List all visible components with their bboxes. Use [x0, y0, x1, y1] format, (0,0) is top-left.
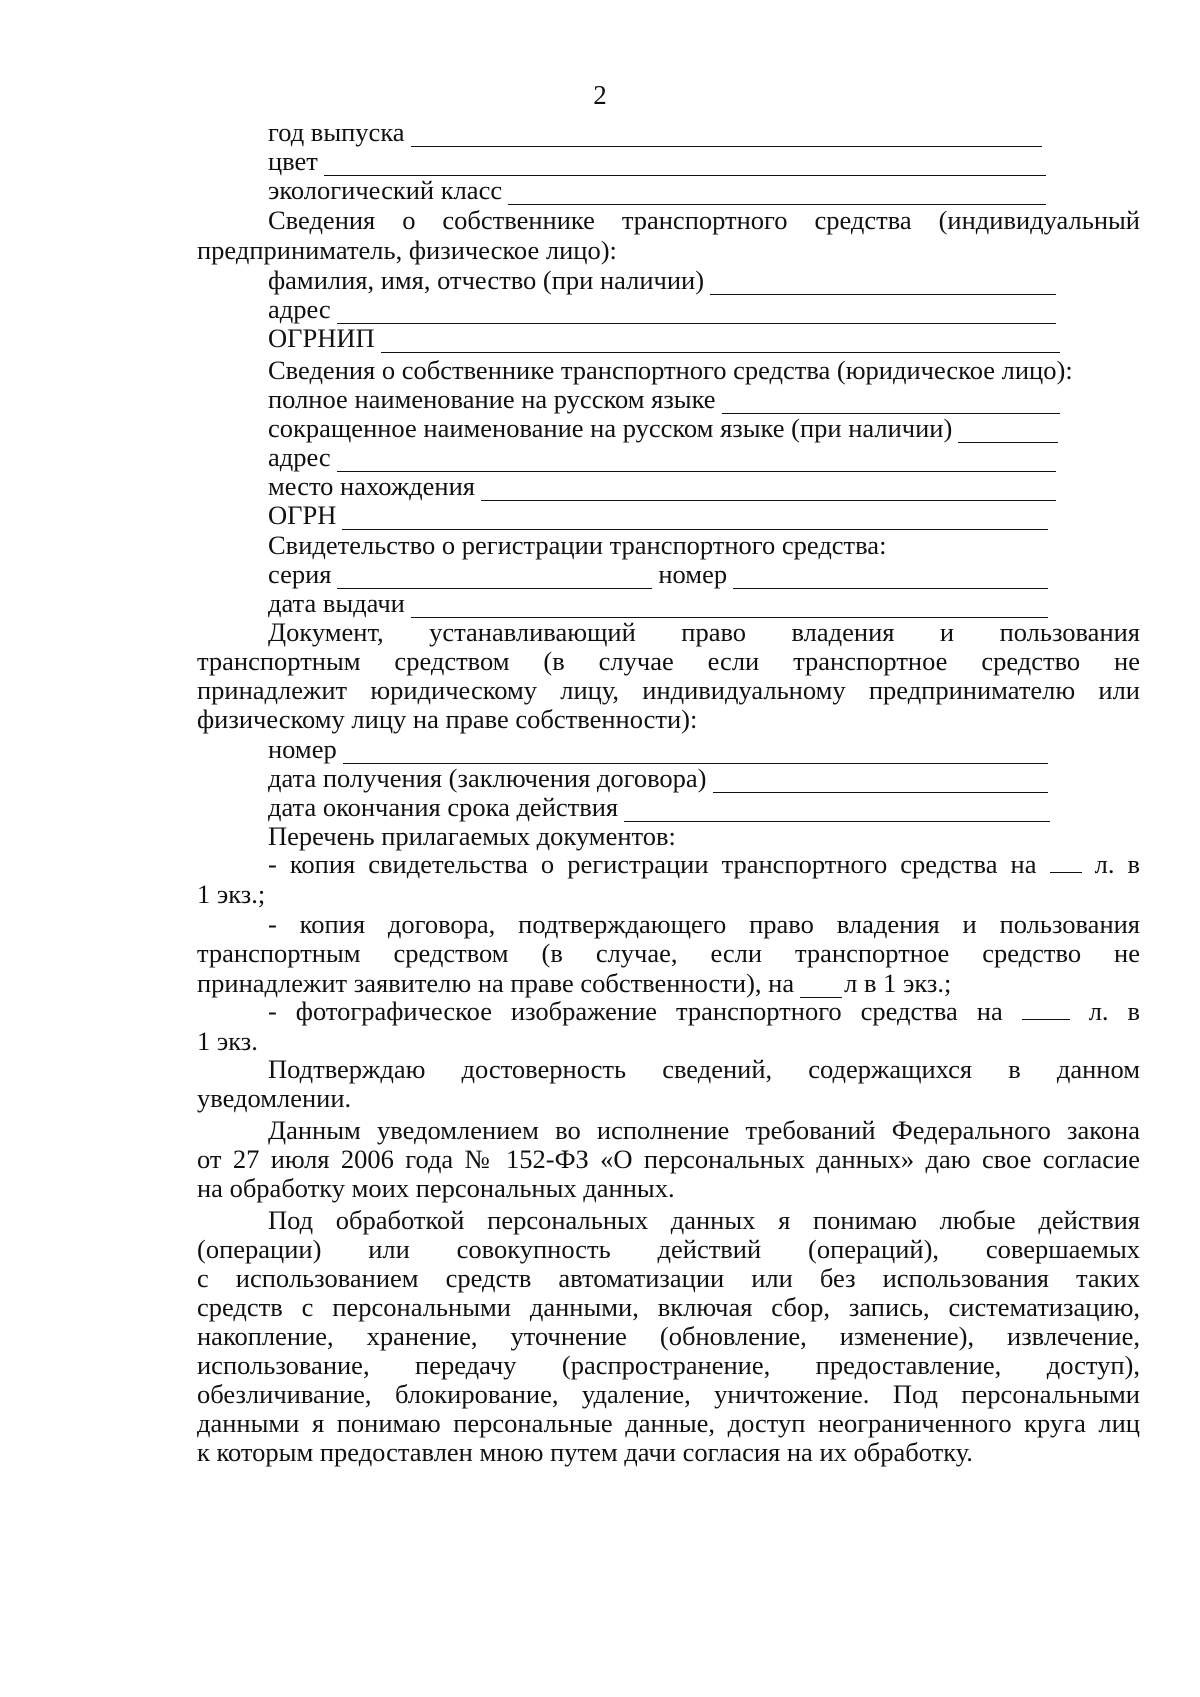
field-label: экологический класс	[268, 175, 503, 205]
field-label: место нахождения	[268, 471, 475, 501]
attachment-item-1-cont: 1 экз.;	[197, 879, 266, 909]
field-blank	[324, 151, 1046, 176]
confirmation-text: Подтверждаю достоверность сведений, содержащихся в данном	[268, 1054, 1140, 1084]
consent-text-cont: на обработку моих персональных данных.	[197, 1173, 675, 1203]
field-ogrnip	[268, 322, 1060, 353]
field-label: полное наименование на русском языке	[268, 384, 716, 414]
field-year	[268, 116, 1042, 147]
ownership-heading-cont: физическому лицу на праве собственности):	[197, 704, 698, 734]
field-blank	[343, 739, 1048, 764]
attachment-item-2-cont: принадлежит заявителю на праве собственности), на л в 1 экз.;	[197, 968, 952, 998]
ownership-heading-cont: принадлежит юридическому лицу, индивидуальному предпринимателю или	[197, 675, 1140, 705]
owner-individual-heading-cont: предприниматель, физическое лицо):	[197, 235, 617, 265]
processing-text-cont: к которым предоставлен мною путем дачи согласия на их обработку.	[197, 1437, 973, 1467]
ownership-heading: Документ, устанавливающий право владения и пользования	[268, 617, 1140, 647]
consent-text: Данным уведомлением во исполнение требований Федерального закона	[268, 1115, 1140, 1145]
field-label: ОГРНИП	[268, 323, 375, 353]
field-label: номер	[268, 734, 337, 764]
section-heading: Свидетельство о регистрации транспортного средства:	[268, 530, 887, 560]
field-receipt-date	[268, 762, 1048, 793]
field-blank	[337, 299, 1056, 324]
field-label: цвет	[268, 146, 318, 176]
processing-text-cont: обезличивание, блокирование, удаление, уничтожение. Под персональными	[197, 1379, 1140, 1409]
field-legal-address	[268, 441, 1056, 472]
processing-text: Под обработкой персональных данных я понимаю любые действия	[268, 1205, 1140, 1235]
field-legal-location	[268, 470, 1056, 501]
sheet-count-blank	[1050, 850, 1082, 873]
field-expiry-date	[268, 791, 1050, 822]
field-blank	[411, 122, 1042, 147]
field-label: дата окончания срока действия	[268, 792, 619, 822]
field-individual-address	[268, 293, 1056, 324]
attachment-item-3-cont: 1 экз.	[197, 1026, 258, 1056]
field-blank	[337, 564, 652, 589]
sheet-count-blank	[800, 973, 842, 998]
processing-text-cont: накопление, хранение, уточнение (обновление, изменение), извлечение,	[197, 1321, 1140, 1351]
confirmation-text-cont: уведомлении.	[197, 1083, 352, 1113]
field-label: адрес	[268, 294, 331, 324]
field-legal-full-name	[268, 383, 1060, 414]
field-blank	[508, 180, 1046, 205]
field-blank	[337, 447, 1056, 472]
field-blank	[411, 593, 1048, 618]
attachment-item-2-cont: транспортным средством (в случае, если транспортное средство не	[197, 938, 1140, 968]
field-eco-class	[268, 174, 1046, 205]
sheet-count-blank	[1022, 997, 1070, 1020]
owner-legal-heading	[268, 354, 1140, 385]
field-legal-short-name	[268, 412, 1058, 443]
owner-individual-heading: Сведения о собственнике транспортного средства (индивидуальный	[268, 205, 1140, 235]
field-label: фамилия, имя, отчество (при наличии)	[268, 265, 705, 295]
processing-text-cont: использование, передачу (распространение, предоставление, доступ),	[197, 1350, 1140, 1380]
field-label: номер	[658, 559, 728, 589]
page-number: 2	[593, 80, 607, 110]
processing-text-cont: данными я понимаю персональные данные, доступ неограниченного круга лиц	[197, 1408, 1140, 1438]
field-ownership-number	[268, 733, 1048, 764]
field-blank	[958, 418, 1058, 443]
ownership-heading-cont: транспортным средством (в случае если транспортное средство не	[197, 646, 1140, 676]
attachment-item-3: - фотографическое изображение транспортного средства на л. в	[268, 996, 1141, 1026]
registration-heading	[268, 529, 1140, 560]
section-heading: Сведения о собственнике транспортного средства (юридическое лицо):	[268, 355, 1073, 385]
section-heading: Перечень прилагаемых документов:	[268, 821, 676, 851]
field-blank	[342, 505, 1048, 530]
attachment-item-1: - копия свидетельства о регистрации транспортного средства на л. в	[268, 849, 1141, 879]
field-label: сокращенное наименование на русском языке (при наличии)	[268, 413, 953, 443]
consent-text-cont: от 27 июля 2006 года № 152-ФЗ «О персональных данных» даю свое согласие	[197, 1144, 1140, 1174]
field-label: адрес	[268, 442, 331, 472]
processing-text-cont: с использованием средств автоматизации или без использования таких	[197, 1263, 1140, 1293]
field-blank	[733, 564, 1048, 589]
processing-text-cont: средств с персональными данными, включая сбор, запись, систематизацию,	[197, 1292, 1140, 1322]
field-label: год выпуска	[268, 117, 405, 147]
field-ogrn	[268, 499, 1048, 530]
field-blank	[624, 797, 1050, 822]
field-issue-date	[268, 587, 1048, 618]
field-series-number	[268, 558, 1048, 589]
field-individual-full-name	[268, 264, 1056, 295]
processing-text-cont: (операции) или совокупность действий (операций), совершаемых	[197, 1234, 1140, 1264]
field-label: ОГРН	[268, 500, 337, 530]
field-label: серия	[268, 559, 332, 589]
field-label: дата выдачи	[268, 588, 405, 618]
field-blank	[710, 270, 1056, 295]
field-color	[268, 145, 1046, 176]
field-blank	[722, 389, 1060, 414]
field-label: дата получения (заключения договора)	[268, 763, 707, 793]
field-blank	[481, 476, 1056, 501]
attachments-heading	[268, 820, 1140, 851]
field-blank	[713, 768, 1049, 793]
field-blank	[381, 328, 1060, 353]
attachment-item-2: - копия договора, подтверждающего право владения и пользования	[268, 909, 1140, 939]
